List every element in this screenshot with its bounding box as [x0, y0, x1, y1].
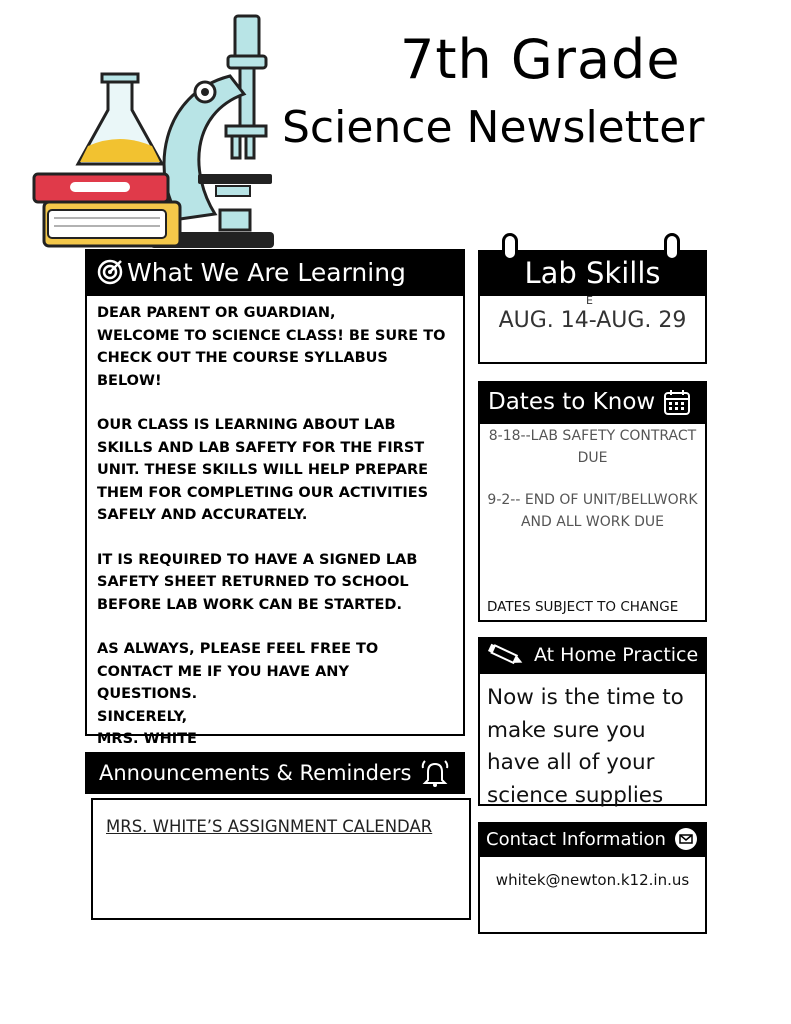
dates-header — [478, 381, 707, 423]
date-item: 9-2-- END OF UNIT/BELLWORK AND ALL WORK DUE — [487, 492, 698, 530]
target-icon — [97, 259, 123, 285]
lab-skills-dates: AUG. 14-AUG. 29 — [498, 308, 687, 333]
learning-paragraph: AS ALWAYS, PLEASE FEEL FREE TO CONTACT ME IF YOU HAVE ANY QUESTIONS. SINCERELY, MRS. WHITE — [97, 641, 379, 747]
books-icon — [34, 174, 180, 246]
contact-email-link[interactable]: whitek@newton.k12.in.us — [495, 871, 690, 889]
learning-heading: What We Are Learning — [127, 257, 406, 287]
learning-paragraph: DEAR PARENT OR GUARDIAN, WELCOME TO SCIENCE CLASS! BE SURE TO CHECK OUT THE COURSE SYLLABUS BELOW! — [97, 305, 446, 389]
newsletter-title-line1: 7th Grade — [400, 28, 681, 91]
calendar-icon — [663, 388, 691, 416]
home-practice-heading: At Home Practice — [534, 644, 699, 666]
bell-icon — [420, 758, 450, 788]
learning-paragraph: IT IS REQUIRED TO HAVE A SIGNED LAB SAFETY SHEET RETURNED TO SCHOOL BEFORE LAB WORK CAN BE STARTED. — [97, 551, 418, 613]
lab-skills-stray-text: E — [586, 294, 593, 307]
learning-box — [85, 294, 465, 747]
learning-text — [97, 302, 453, 751]
announcements-heading: Announcements & Reminders — [99, 761, 412, 785]
dates-heading: Dates to Know — [488, 389, 656, 415]
home-practice-text: Now is the time to make sure you have all of your science supplies — [487, 685, 684, 808]
pencil-icon — [486, 643, 526, 667]
home-practice-header — [478, 637, 707, 673]
contact-header — [478, 822, 707, 856]
envelope-icon — [674, 827, 698, 851]
dates-note: DATES SUBJECT TO CHANGE — [487, 599, 679, 615]
science-illustration — [30, 14, 280, 254]
assignment-calendar-link[interactable]: MRS. WHITE’S ASSIGNMENT CALENDAR — [106, 817, 433, 836]
contact-box — [478, 855, 707, 934]
date-item: 8-18--LAB SAFETY CONTRACT DUE — [488, 428, 697, 466]
learning-paragraph: OUR CLASS IS LEARNING ABOUT LAB SKILLS AND LAB SAFETY FOR THE FIRST UNIT. THESE SKILLS WILL HELP PREPARE THEM FOR COMPLETING OUR ACTIVITIES SAFELY AND ACCURATELY. — [97, 417, 429, 523]
newsletter-title-line2: Science Newsletter — [282, 102, 705, 153]
lab-skills-heading: Lab Skills — [524, 255, 661, 290]
binder-ring-icon — [502, 233, 518, 261]
learning-header — [85, 249, 465, 295]
flask-icon — [78, 74, 162, 164]
binder-ring-icon — [664, 233, 680, 261]
contact-heading: Contact Information — [486, 828, 666, 850]
announcements-header — [85, 752, 465, 794]
